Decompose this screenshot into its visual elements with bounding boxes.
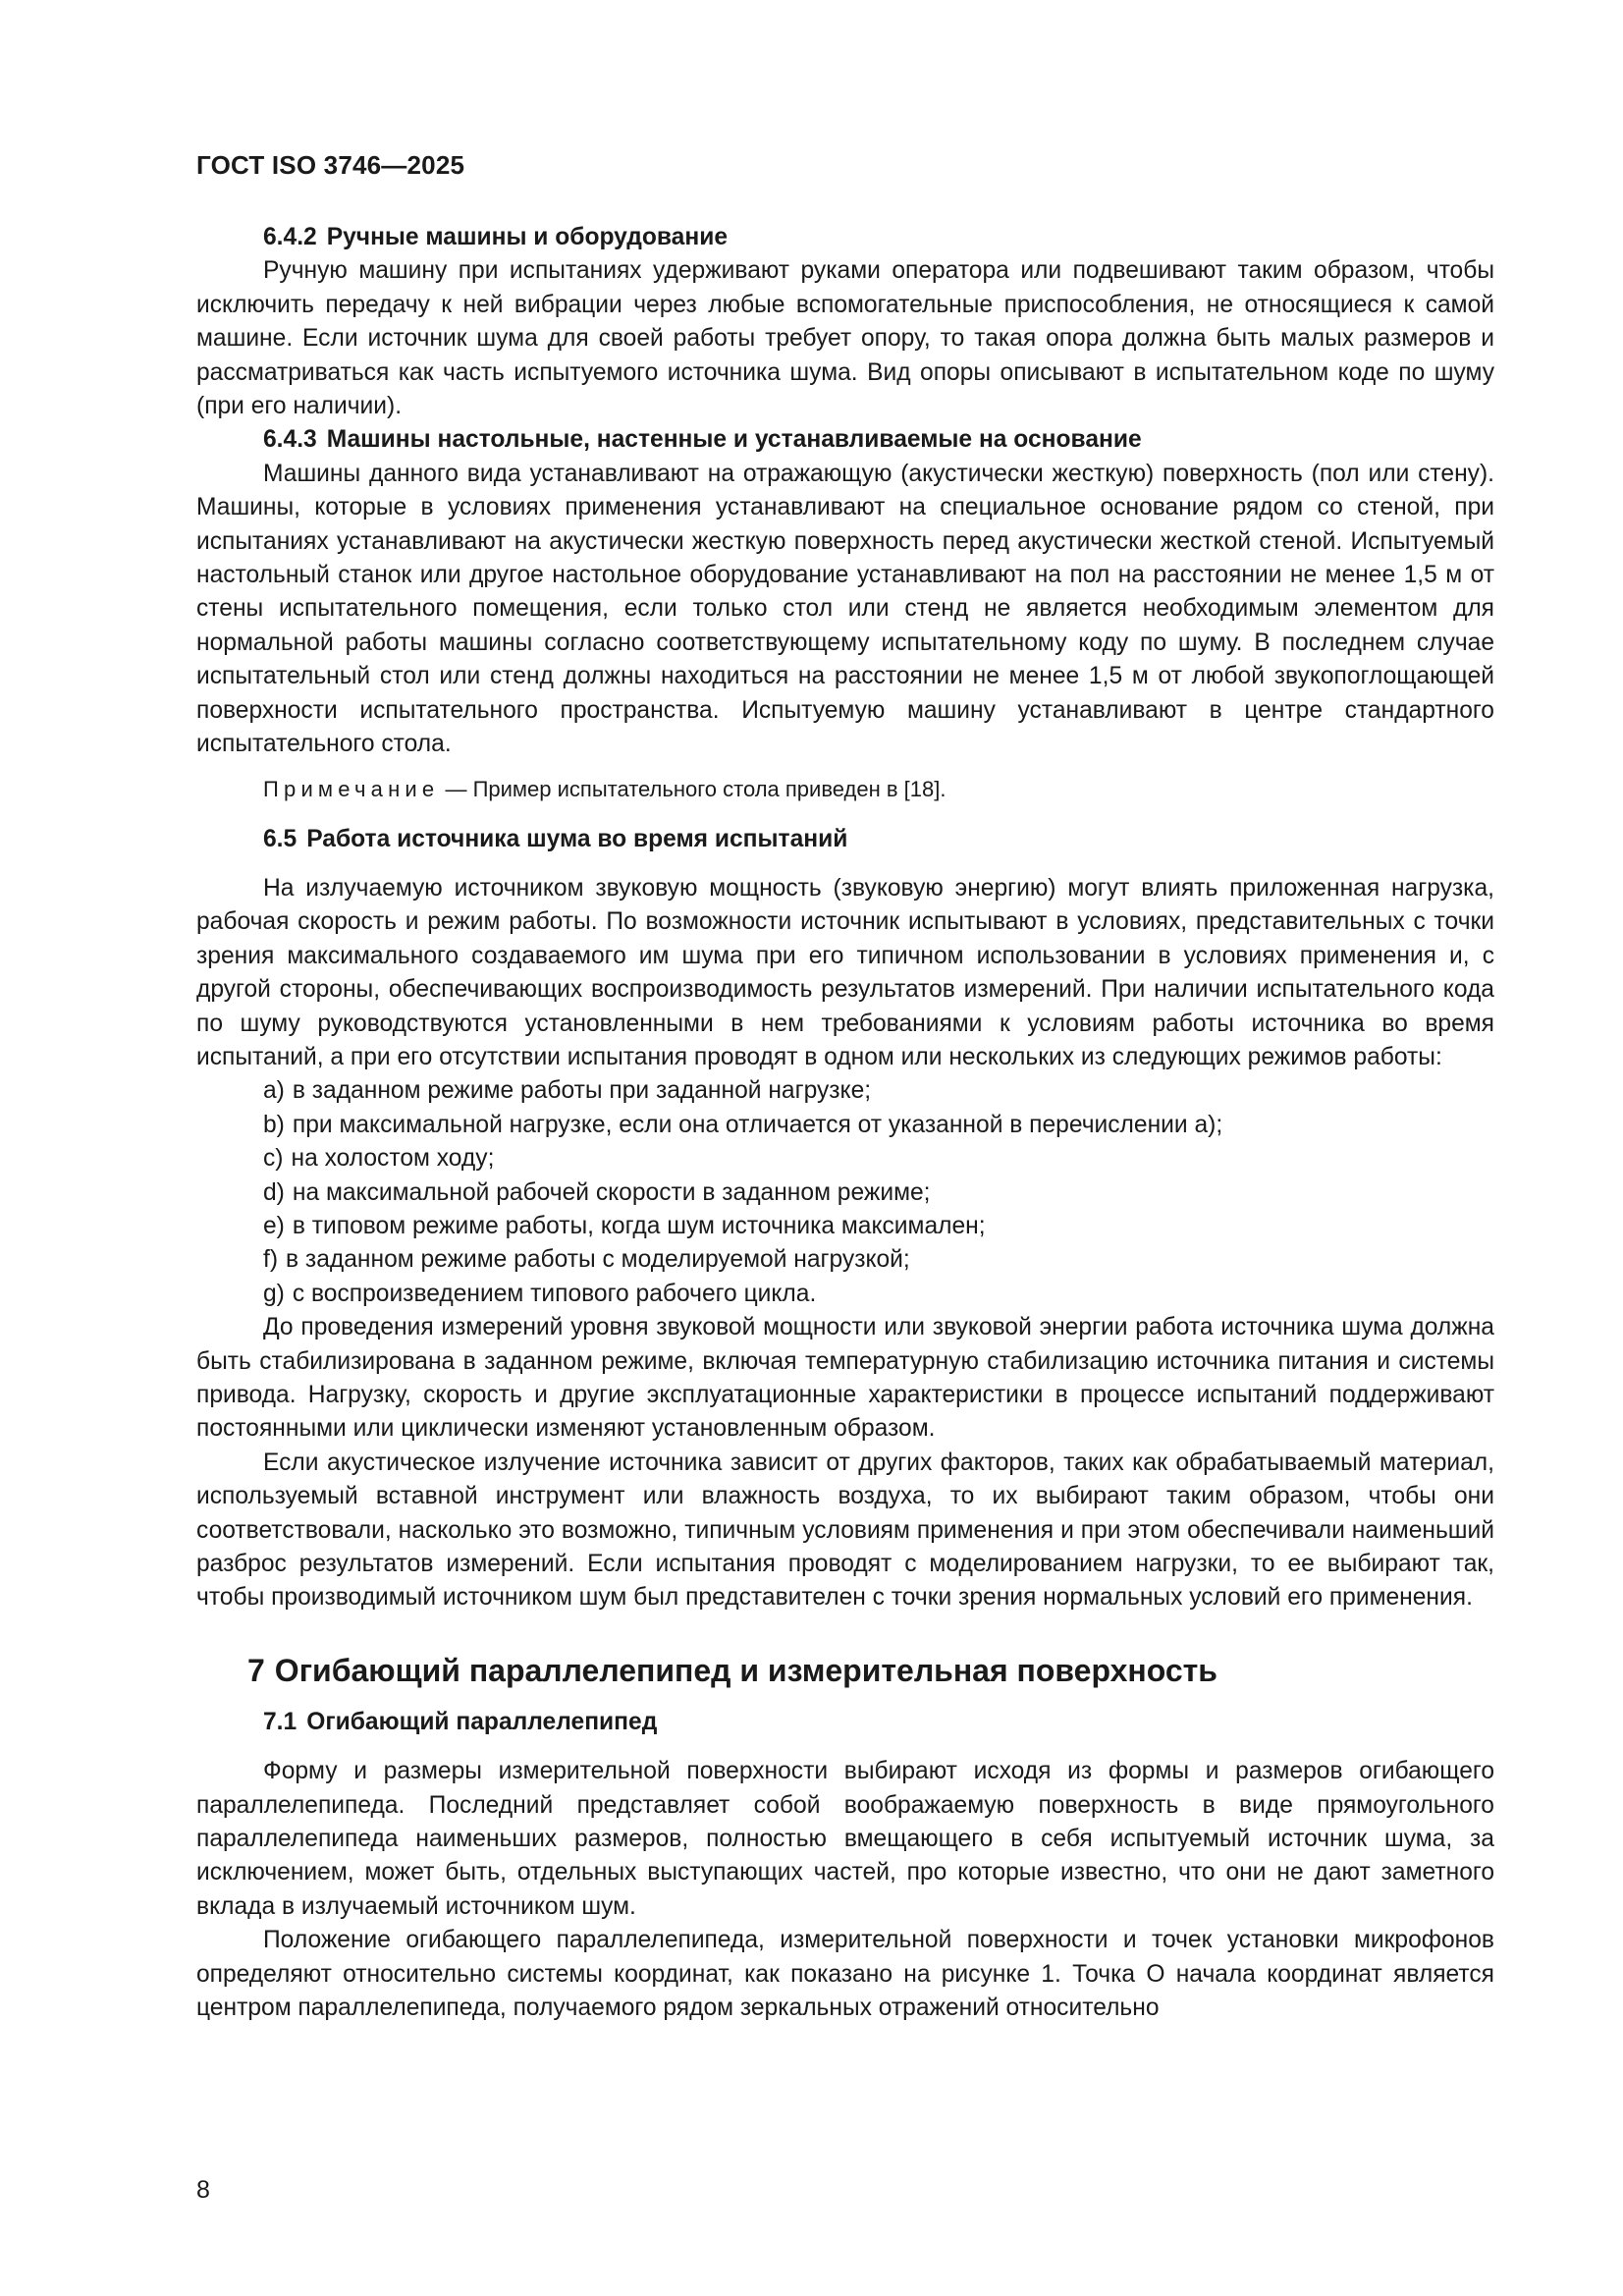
section-number: 6.4.2 <box>263 224 317 250</box>
list-item-text: в типовом режиме работы, когда шум источника максимален; <box>292 1212 986 1239</box>
paragraph: На излучаемую источником звуковую мощность (звуковую энергию) могут влиять приложенная нагрузка, рабочая скорость и режим работы. По возможности источник испытывают в условиях, представительных с точки зрения максимального создаваемого им шума при его типичном использовании в условиях применения и, с другой стороны, обеспечивающих воспроизводимость результатов измерений. При наличии испытательного кода по шуму руководствуются установленными в нем требованиями к условиям работы источника во время испытаний, а при его отсутствии испытания проводят в одном или нескольких из следующих режимов работы: <box>196 874 1494 1070</box>
paragraph: Машины данного вида устанавливают на отражающую (акустически жесткую) поверхность (пол или стену). Машины, которые в условиях применения устанавливают на специальное основание рядом со стеной, при испытаниях устанавливают на акустически жесткую поверхность перед акустически жесткой стеной. Испытуемый настольный станок или другое настольное оборудование устанавливают на пол на расстоянии не менее 1,5 м от стены испытательного помещения, если только стол или стенд не является необходимым элементом для нормальной работы машины согласно соответствующему испытательному коду по шуму. В последнем случае испытательный стол или стенд должны находиться на расстоянии не менее 1,5 м от любой звукопоглощающей поверхности испытательного пространства. Испытуемую машину устанавливают в центре стандартного испытательного стола. <box>196 460 1494 758</box>
list-item <box>196 1243 1494 1277</box>
section-heading-6-4-3 <box>196 423 1494 457</box>
section-title: Ручные машины и оборудование <box>326 224 728 250</box>
note <box>196 774 1494 805</box>
page-number: 8 <box>196 2176 210 2204</box>
document-body <box>196 221 1494 2026</box>
document-code-header: ГОСТ ISO 3746—2025 <box>196 150 465 180</box>
list-marker: f) <box>263 1246 279 1274</box>
section-number: 6.5 <box>263 825 298 852</box>
section-number: 7.1 <box>263 1708 298 1735</box>
section-number: 6.4.3 <box>263 426 317 454</box>
section-heading-7-1 <box>196 1706 1494 1739</box>
list-item <box>196 1074 1494 1108</box>
paragraph: Форму и размеры измерительной поверхности выбирают исходя из формы и размеров огибающего параллелепипеда. Последний представляет собой воображаемую поверхность в виде прямоугольного параллелепипеда наименьших размеров, полностью вмещающего в себя испытуемый источник шума, за исключением, может быть, отдельных выступающих частей, про которые известно, что они не дают заметного вклада в излучаемый источником шум. <box>196 1758 1494 1920</box>
section-title: Машины настольные, настенные и устанавливаемые на основание <box>326 426 1142 454</box>
list-marker: b) <box>263 1111 285 1138</box>
list-item <box>196 1278 1494 1311</box>
paragraph: Положение огибающего параллелепипеда, измерительной поверхности и точек установки микрофонов определяют относительно системы координат, как показано на рисунке 1. Точка O начала координат является центром параллелепипеда, получаемого рядом зеркальных отражений относительно <box>196 1927 1494 2022</box>
list-marker: g) <box>263 1280 285 1307</box>
list-item <box>196 1109 1494 1142</box>
list-marker: c) <box>263 1145 284 1173</box>
section-number: 7 <box>247 1652 265 1688</box>
list-item <box>196 1176 1494 1210</box>
list-marker: d) <box>263 1178 285 1206</box>
list-item-text: в заданном режиме работы с моделируемой нагрузкой; <box>286 1246 910 1274</box>
list-item-text: с воспроизведением типового рабочего цикла. <box>292 1280 817 1307</box>
note-text: — Пример испытательного стола приведен в [18]. <box>439 776 947 801</box>
chapter-heading-7 <box>196 1651 1494 1690</box>
list-item-text: на максимальной рабочей скорости в заданном режиме; <box>292 1178 931 1206</box>
note-label: Примечание <box>263 776 440 801</box>
section-title: Работа источника шума во время испытаний <box>306 825 848 852</box>
list-marker: a) <box>263 1077 285 1105</box>
paragraph: Если акустическое излучение источника зависит от других факторов, таких как обрабатываемый материал, используемый вставной инструмент или влажность воздуха, то их выбирают таким образом, чтобы они соответствовали, насколько это возможно, типичным условиям применения и при этом обеспечивали наименьший разброс результатов измерений. Если испытания проводят с моделированием нагрузки, то ее выбирают так, чтобы производимый источником шум был представителен с точки зрения нормальных условий его применения. <box>196 1449 1494 1612</box>
list-item-text: на холостом ходу; <box>291 1145 495 1173</box>
section-title: Огибающий параллелепипед и измерительная поверхность <box>274 1652 1217 1688</box>
section-title: Огибающий параллелепипед <box>306 1708 658 1735</box>
section-heading-6-4-2 <box>196 221 1494 254</box>
paragraph: До проведения измерений уровня звуковой мощности или звуковой энергии работа источника шума должна быть стабилизирована в заданном режиме, включая температурную стабилизацию источника питания и системы привода. Нагрузку, скорость и другие эксплуатационные характеристики в процессе испытаний поддерживают постоянными или циклически изменяют установленным образом. <box>196 1314 1494 1443</box>
list-item <box>196 1142 1494 1175</box>
paragraph: Ручную машину при испытаниях удерживают руками оператора или подвешивают таким образом, чтобы исключить передачу к ней вибрации через любые вспомогательные приспособления, не относящиеся к самой машине. Если источник шума для своей работы требует опору, то такая опора должна быть малых размеров и рассматриваться как часть испытуемого источника шума. Вид опоры описывают в испытательном коде по шуму (при его наличии). <box>196 257 1494 420</box>
list-marker: e) <box>263 1212 285 1239</box>
list-item <box>196 1210 1494 1243</box>
operating-modes-list <box>196 1074 1494 1311</box>
section-heading-6-5 <box>196 823 1494 856</box>
list-item-text: в заданном режиме работы при заданной нагрузке; <box>292 1077 872 1105</box>
list-item-text: при максимальной нагрузке, если она отличается от указанной в перечислении а); <box>292 1111 1223 1138</box>
